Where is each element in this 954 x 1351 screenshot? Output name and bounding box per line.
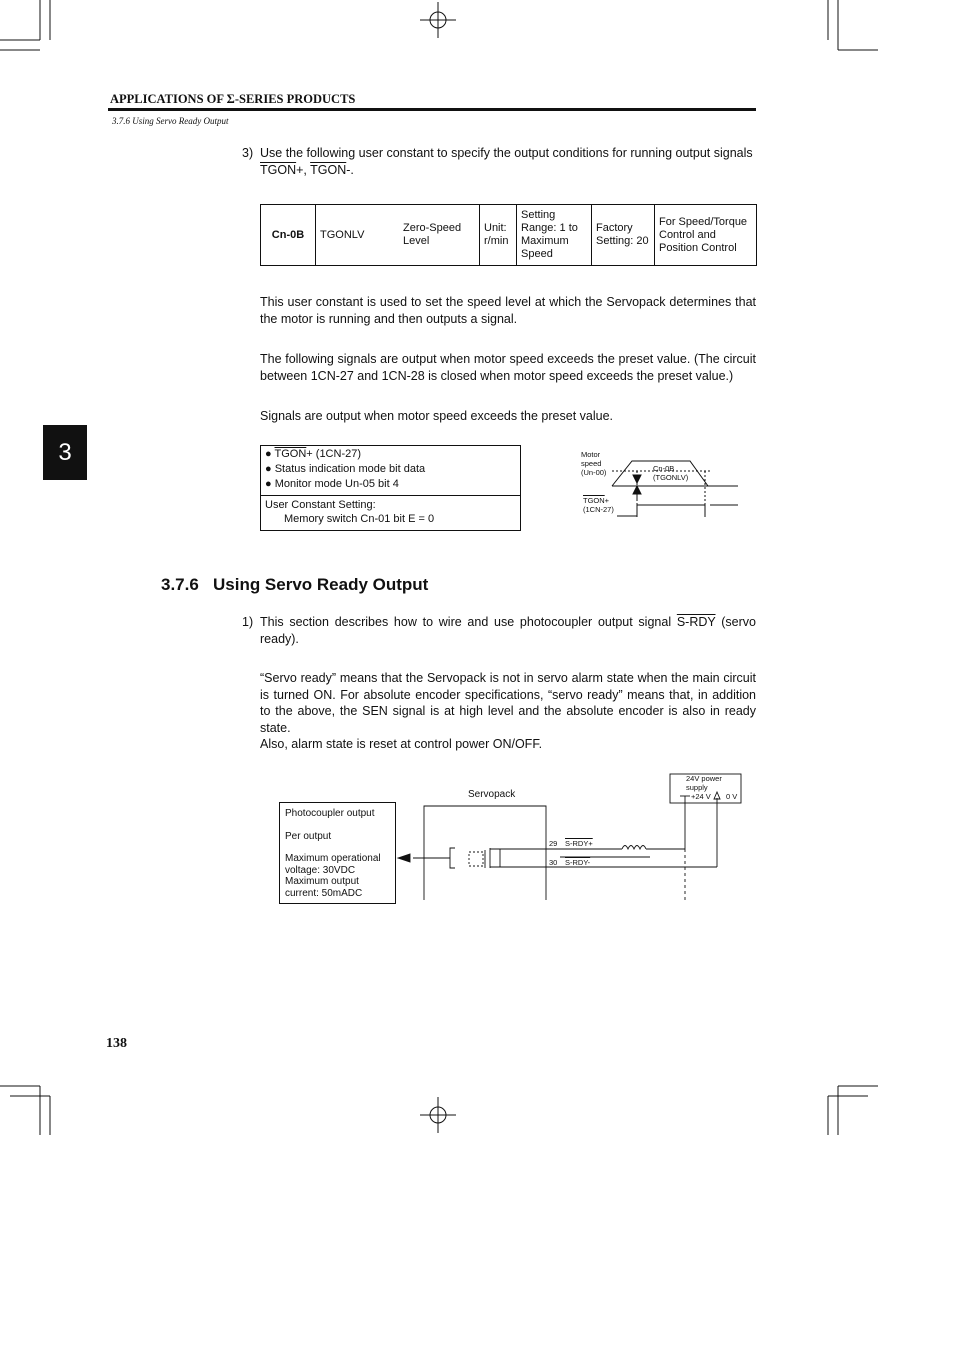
item3-signal2: TGON bbox=[310, 162, 347, 177]
zero-volt-label: 0 V bbox=[726, 792, 738, 801]
chapter-tab: 3 bbox=[43, 425, 87, 480]
timing-tgon-label bbox=[583, 496, 614, 514]
paragraph-signal-output: The following signals are output when motor speed exceeds the preset value. (The circuit between 1CN-27 and 1CN-28 is closed when motor speed exceeds the preset value.) bbox=[260, 352, 756, 383]
constant-name: TGONLV bbox=[316, 205, 400, 266]
user-constant-setting bbox=[261, 496, 520, 528]
timing-tgonlv: (TGONLV) bbox=[653, 473, 689, 482]
paragraph-signal-note: Signals are output when motor speed exceeds the preset value. bbox=[260, 409, 613, 423]
power-line-2: supply bbox=[686, 783, 708, 792]
signal-list bbox=[261, 446, 520, 496]
item1-text: This section describes how to wire and use photocoupler output signal bbox=[260, 615, 672, 629]
pin-29: 29 bbox=[549, 839, 558, 848]
pin-30: 30 bbox=[549, 858, 558, 867]
paragraph-servo-ready: “Servo ready” means that the Servopack is not in servo alarm state when the main circuit is turned ON. For absolute encoder specifications, “servo ready” means that, in addition to the above, the SEN signal is at high level and the absolute encoder is also in ready state. bbox=[260, 671, 756, 735]
srdy-plus-label: S-RDY+ bbox=[565, 839, 593, 848]
servopack-label: Servopack bbox=[468, 789, 516, 800]
table-row bbox=[261, 205, 757, 266]
spec-line-3: Maximum operational voltage: 30VDC bbox=[285, 853, 381, 876]
list-item: ● Status indication mode bit data bbox=[265, 463, 426, 475]
list-item: ● Monitor mode Un-05 bit 4 bbox=[265, 478, 399, 490]
setting-value: Memory switch Cn-01 bit E = 0 bbox=[284, 513, 435, 525]
running-header-subtitle: 3.7.6 Using Servo Ready Output bbox=[112, 116, 229, 126]
setting-label: User Constant Setting: bbox=[265, 499, 376, 511]
item1-rest: (servo ready). bbox=[260, 615, 756, 646]
timing-cn0b: Cn-0B bbox=[653, 464, 675, 473]
paragraph-alarm-reset: Also, alarm state is reset at control power ON/OFF. bbox=[260, 737, 543, 751]
section-heading bbox=[161, 575, 428, 595]
item3-signal2-suffix: -. bbox=[346, 162, 354, 177]
item1-number: 1) bbox=[242, 615, 254, 629]
spec-line-1: Photocoupler output bbox=[285, 808, 375, 819]
spec-line-4: Maximum output current: 50mADC bbox=[285, 876, 363, 899]
power-line-1: 24V power bbox=[686, 774, 722, 783]
signal-monitor-mode: Monitor mode Un-05 bit 4 bbox=[274, 478, 399, 490]
constant-applicable-mode: For Speed/Torque Control and Position Control bbox=[655, 205, 757, 266]
timing-un00: (Un-00) bbox=[581, 468, 607, 477]
timing-level-label bbox=[653, 464, 688, 482]
power-supply-label bbox=[686, 774, 722, 792]
item3-number: 3) bbox=[242, 146, 254, 160]
user-constant-table bbox=[260, 204, 757, 266]
constant-range: Setting Range: 1 to Maximum Speed bbox=[517, 205, 592, 266]
spec-line-2: Per output bbox=[285, 830, 332, 842]
constant-code: Cn-0B bbox=[261, 205, 316, 266]
wiring-diagram bbox=[398, 774, 741, 902]
timing-motor: Motor bbox=[581, 450, 601, 459]
signal-status-bit: Status indication mode bit data bbox=[274, 463, 426, 475]
constant-unit: Unit: r/min bbox=[480, 205, 517, 266]
header-rule bbox=[108, 108, 756, 111]
timing-tgon: TGON bbox=[583, 496, 605, 505]
signal-list-box bbox=[260, 445, 521, 531]
timing-1cn27: (1CN-27) bbox=[583, 505, 614, 514]
srdy-minus-label: S-RDY- bbox=[565, 858, 591, 867]
list-item: ● TGON+ (1CN-27) bbox=[265, 448, 362, 460]
page-number: 138 bbox=[106, 1036, 127, 1051]
constant-factory-setting: Factory Setting: 20 bbox=[592, 205, 655, 266]
item3-paragraph bbox=[260, 145, 756, 178]
timing-tgon-plus: + bbox=[604, 496, 610, 505]
section-title: Using Servo Ready Output bbox=[212, 575, 429, 594]
item3-signal1-suffix: +, bbox=[296, 162, 311, 177]
running-header-title: APPLICATIONS OF Σ-SERIES PRODUCTS bbox=[110, 92, 356, 106]
section-number: 3.7.6 bbox=[161, 575, 199, 594]
signal-tgon: TGON bbox=[274, 448, 307, 460]
item1-signal: S-RDY bbox=[676, 615, 716, 629]
signal-tgon-pin: + (1CN-27) bbox=[306, 448, 362, 460]
item1-paragraph bbox=[260, 614, 756, 647]
item3-signal1: TGON bbox=[260, 162, 297, 177]
paragraph-constant-purpose: This user constant is used to set the speed level at which the Servopack determines that the motor is running and then outputs a signal. bbox=[260, 295, 756, 326]
photocoupler-spec-box bbox=[279, 802, 396, 904]
plus24-label: +24 V bbox=[691, 792, 711, 801]
timing-speed: speed bbox=[581, 459, 602, 468]
timing-motor-speed-label bbox=[581, 450, 606, 477]
constant-description: Zero-Speed Level bbox=[399, 205, 480, 266]
item3-text: Use the following user constant to specify the output conditions for running output signals bbox=[260, 146, 753, 160]
